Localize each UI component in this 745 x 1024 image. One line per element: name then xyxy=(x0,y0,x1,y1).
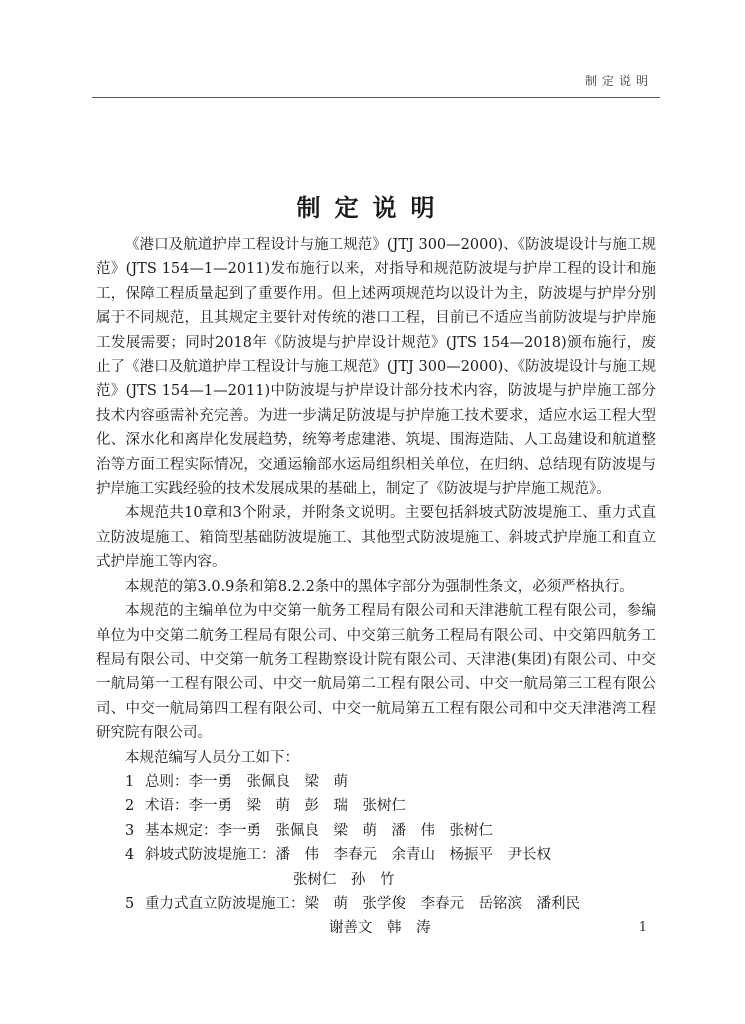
paragraph-mandatory: 本规范的第3.0.9条和第8.2.2条中的黑体字部分为强制性条文，必须严格执行。 xyxy=(125,578,634,595)
list-item xyxy=(96,819,656,843)
list-item-text: 总则：李一勇 张佩良 梁 萌 xyxy=(145,773,348,790)
page-title: 制定说明 xyxy=(296,194,449,222)
header-rule xyxy=(92,97,660,98)
list-item-continuation: 张树仁 孙 竹 xyxy=(293,871,395,888)
list-item-number: 5 xyxy=(125,895,135,912)
paragraph-authors-intro: 本规范编写人员分工如下： xyxy=(125,749,299,766)
paragraph-contents: 本规范共10章和3个附录，并附条文说明。主要包括斜坡式防波堤施工、重力式直立防波堤施工、箱筒型基础防波堤施工、其他型式防波堤施工、斜坡式护岸施工和直立式护岸施工等内容。 xyxy=(96,505,656,571)
list-item xyxy=(96,794,656,818)
list-item-number: 2 xyxy=(125,798,135,815)
list-item-continuation: 谢善文 韩 涛 xyxy=(329,920,431,937)
running-header: 制定说明 xyxy=(584,74,653,88)
list-item-text: 基本规定：李一勇 张佩良 梁 萌 潘 伟 张树仁 xyxy=(145,822,493,839)
list-item-number: 1 xyxy=(125,773,135,790)
page-number: 1 xyxy=(638,920,647,935)
paragraph-background: 《港口及航道护岸工程设计与施工规范》(JTJ 300—2000)、《防波堤设计与施工规范》(JTS 154—1—2011)发布施行以来，对指导和规范防波堤与护岸工程的设计和施工，保障工程质量起到了重要作用。但上述两项规范均以设计为主，防波堤与护岸分别属于不同规范，且其规定主要针对传统的港口工程，目前已不适应当前防波堤与护岸施工发展需要；同时2018年《防波堤与护岸设计规范》(JTS 154—2018)颁布施行，废止了《港口及航道护岸工程设计与施工规范》(JTJ 300—2000)、《防波堤设计与施工规范》(JTS 154—1—2011)中防波堤与护岸设计部分技术内容，防波堤与护岸施工部分技术内容亟需补充完善。为进一步满足防波堤与护岸施工技术要求，适应水运工程大型化、深水化和离岸化发展趋势，统筹考虑建港、筑堤、围海造陆、人工岛建设和航道整治等方面工程实际情况，交通运输部水运局组织相关单位，在归纳、总结现有防波堤与护岸施工实践经验的技术发展成果的基础上，制定了《防波堤与护岸施工规范》。 xyxy=(96,237,656,498)
list-item xyxy=(96,892,656,941)
list-item xyxy=(96,770,656,794)
list-item-text: 斜坡式防波堤施工：潘 伟 李春元 余青山 杨振平 尹长权 xyxy=(145,847,551,864)
list-item-number: 3 xyxy=(125,822,135,839)
body-text xyxy=(96,233,656,941)
list-item xyxy=(96,843,656,892)
author-roles-list xyxy=(96,770,656,941)
list-item-text: 术语：李一勇 梁 萌 彭 瑞 张树仁 xyxy=(145,798,406,815)
list-item-text: 重力式直立防波堤施工：梁 萌 张学俊 李春元 岳铭滨 潘利民 xyxy=(145,895,580,912)
paragraph-units: 本规范的主编单位为中交第一航务工程局有限公司和天津港航工程有限公司，参编单位为中交第二航务工程局有限公司、中交第三航务工程局有限公司、中交第四航务工程局有限公司、中交第一航务工程勘察设计院有限公司、天津港(集团)有限公司、中交一航局第一工程有限公司、中交一航局第二工程有限公司、中交一航局第三工程有限公司、中交一航局第四工程有限公司、中交一航局第五工程有限公司和中交天津港湾工程研究院有限公司。 xyxy=(96,603,656,742)
list-item-number: 4 xyxy=(125,847,135,864)
